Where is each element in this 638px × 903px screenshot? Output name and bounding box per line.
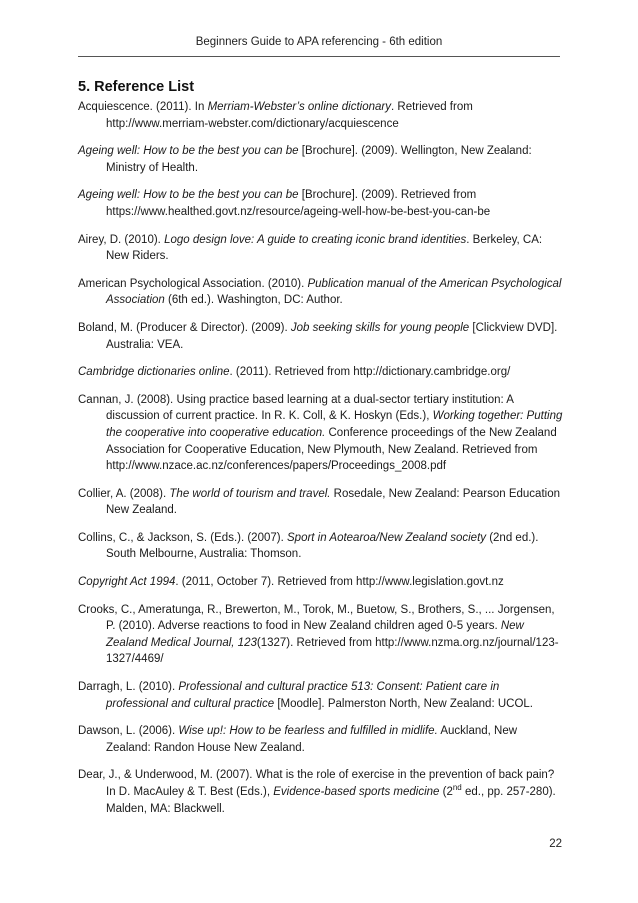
reference-text: Cannan, J. (2008). Using practice based learning at a dual-sector tertiary institution: A discussion of current practice. In R. K. Coll, & K. Hoskyn (Eds.), [78, 393, 514, 423]
reference-text: Collins, C., & Jackson, S. (Eds.). (2007). [78, 531, 287, 544]
reference-text: [Brochure]. (2009). Wellington, New Zealand: Ministry of Health. [106, 145, 532, 174]
reference-title: Copyright Act 1994 [78, 576, 176, 589]
reference-text: [Clickview DVD]. Australia: VEA. [106, 321, 558, 351]
reference-title: Ageing well: How to be the best you can be [78, 189, 299, 202]
reference-text: Crooks, C., Ameratunga, R., Brewerton, M., Torok, M., Buetow, S., Brothers, S., ... Jorgensen, P. (2010). Adverse reactions to food in New Zealand children aged 0-5 years. [78, 603, 555, 633]
reference-text: [Brochure]. (2009). Retrieved from https://www.healthed.govt.nz/resource/ageing-well-how-be-best-you-can-be [106, 189, 491, 218]
reference-entry [78, 232, 563, 265]
reference-text: Dawson, L. (2006). [78, 725, 179, 738]
reference-text: Rosedale, New Zealand: Pearson Education New Zealand. [106, 487, 560, 517]
reference-title: Sport in Aotearoa/New Zealand society [287, 531, 487, 544]
reference-text: (1327). Retrieved from http://www.nzma.org.nz/journal/123-1327/4469/ [106, 636, 559, 666]
reference-entry [78, 187, 563, 220]
reference-text: (2 [439, 786, 453, 798]
reference-text: Acquiescence. (2011). In [78, 101, 208, 113]
reference-text: ed., pp. 257-280). Malden, MA: Blackwell. [106, 786, 556, 815]
reference-text: Collier, A. (2008). [78, 487, 170, 500]
reference-text: . Berkeley, CA: New Riders. [106, 233, 543, 263]
reference-text: Conference proceedings of the New Zealand Association for Cooperative Education, New Plymouth, New Zealand. Retrieved from http://www.nzace.ac.nz/conferences/papers/Proceedings_2008.pdf [106, 426, 557, 473]
reference-title: Publication manual of the American Psychological Association [106, 277, 562, 307]
reference-entry [78, 99, 563, 132]
reference-entry [78, 767, 563, 817]
reference-text: Airey, D. (2010). [78, 233, 165, 246]
reference-text: Dear, J., & Underwood, M. (2007). What is the role of exercise in the prevention of back pain? In D. MacAuley & T. Best (Eds.), [78, 769, 555, 798]
reference-title: The world of tourism and travel. [169, 487, 331, 500]
reference-title: Professional and cultural practice 513: Consent: Patient care in professional and cultural practice [106, 681, 500, 710]
reference-text: (6th ed.). Washington, DC: Author. [164, 294, 343, 307]
reference-text: Auckland, New Zealand: Randon House New Zealand. [106, 725, 518, 754]
reference-title: Wise up!: How to be fearless and fulfilled in midlife. [178, 725, 438, 738]
reference-entry [78, 276, 563, 309]
reference-entry [78, 143, 563, 176]
reference-title: Logo design love: A guide to creating iconic brand identities [164, 233, 467, 246]
reference-text: (2nd ed.). South Melbourne, Australia: Thomson. [106, 531, 539, 561]
reference-text: nd [452, 783, 462, 793]
reference-entry [78, 364, 563, 381]
running-header: Beginners Guide to APA referencing - 6th edition [78, 36, 560, 57]
reference-title: Job seeking skills for young people [290, 321, 470, 334]
reference-text: . (2011). Retrieved from http://dictionary.cambridge.org/ [229, 366, 511, 379]
reference-title: Merriam-Webster’s online dictionary [207, 101, 391, 113]
reference-text: [Moodle]. Palmerston North, New Zealand: UCOL. [274, 697, 533, 710]
reference-title: Evidence-based sports medicine [273, 786, 440, 798]
reference-title: Cambridge dictionaries online [78, 366, 230, 379]
page-number: 22 [549, 838, 562, 850]
reference-entry [78, 320, 563, 353]
reference-text: American Psychological Association. (2010). [78, 277, 308, 290]
section-title: 5. Reference List [78, 79, 195, 95]
reference-entry [78, 486, 563, 519]
reference-entry [78, 679, 563, 712]
reference-entry [78, 392, 563, 475]
reference-entry [78, 723, 563, 756]
reference-text: Boland, M. (Producer & Director). (2009). [78, 321, 291, 334]
reference-title: New Zealand Medical Journal, 123 [106, 620, 524, 649]
reference-entry [78, 574, 563, 591]
reference-entry [78, 602, 563, 668]
reference-text: . Retrieved from http://www.merriam-webster.com/dictionary/acquiescence [106, 101, 473, 130]
reference-list [78, 99, 563, 828]
reference-title: Ageing well: How to be the best you can be [78, 145, 299, 158]
reference-text: Darragh, L. (2010). [78, 681, 179, 694]
reference-title: Working together: Putting the cooperative into cooperative education. [106, 410, 563, 439]
reference-entry [78, 530, 563, 563]
reference-text: . (2011, October 7). Retrieved from http://www.legislation.govt.nz [175, 576, 504, 589]
